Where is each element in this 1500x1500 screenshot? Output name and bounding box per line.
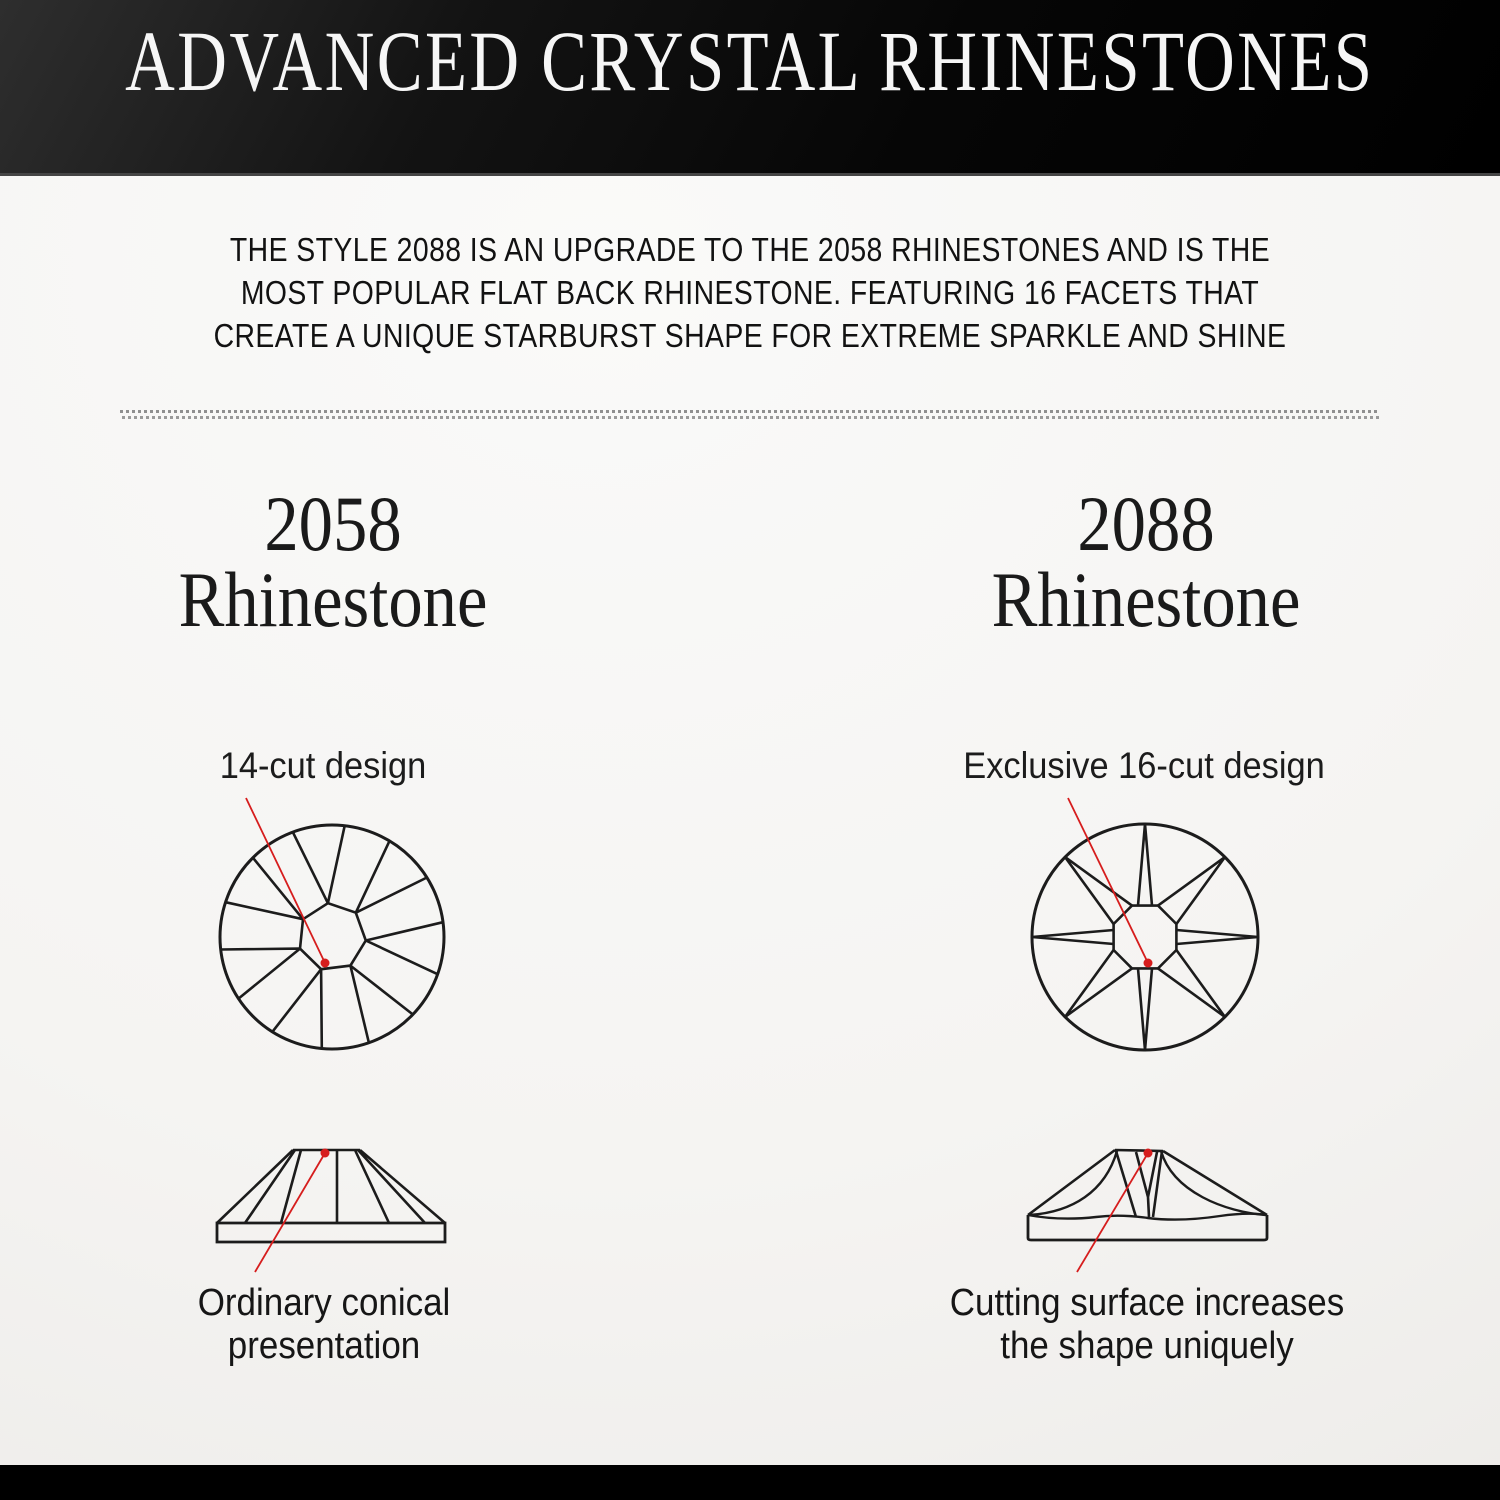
intro-line-1: THE STYLE 2088 IS AN UPGRADE TO THE 2058 RHINESTONES AND IS THE xyxy=(229,231,1271,268)
footer-bar xyxy=(0,1465,1500,1500)
model-type-2088: Rhinestone xyxy=(991,556,1301,643)
side-caption-2058-line-1: Ordinary conical xyxy=(197,1282,451,1324)
intro-line-2: MOST POPULAR FLAT BACK RHINESTONE. FEATURING 16 FACETS THAT xyxy=(240,274,1260,311)
star-v-facets xyxy=(1065,857,1225,1017)
center-octagon xyxy=(1114,906,1177,969)
side-caption-2088-line-2: the shape uniquely xyxy=(1000,1325,1294,1367)
model-number-2088: 2088 xyxy=(1077,480,1215,567)
top-view-diagram-2058 xyxy=(195,790,475,1070)
side-caption-2088-line-1: Cutting surface increases xyxy=(949,1282,1345,1324)
side-view-diagram-2058 xyxy=(195,1130,475,1282)
annotation-dot-2088-top xyxy=(1144,959,1153,968)
annotation-dot-2058-side xyxy=(321,1149,330,1158)
annotation-line-2058-top xyxy=(246,798,325,963)
side-view-diagram-2088 xyxy=(1000,1130,1300,1282)
cut-design-label-2058: 14-cut design xyxy=(219,745,427,786)
model-number-2058: 2058 xyxy=(264,480,402,567)
header-banner xyxy=(0,0,1500,176)
facet-lines xyxy=(221,826,443,1049)
side-caption-2088 xyxy=(908,1282,1386,1368)
intro-text xyxy=(105,228,1395,357)
side-caption-2058 xyxy=(85,1282,563,1368)
top-view-diagram-2088 xyxy=(1005,790,1285,1070)
cut-design-label-2088: Exclusive 16-cut design xyxy=(963,745,1325,786)
annotation-line-2088-top xyxy=(1068,798,1148,963)
annotation-dot-2058-top xyxy=(321,959,330,968)
model-type-2058: Rhinestone xyxy=(178,556,488,643)
heading-2058 xyxy=(113,480,553,643)
annotation-dot-2088-side xyxy=(1144,1149,1153,1158)
page-title: ADVANCED CRYSTAL RHINESTONES xyxy=(125,12,1375,109)
dotted-divider xyxy=(120,410,1380,419)
conical-profile xyxy=(217,1150,445,1223)
intro-line-3: CREATE A UNIQUE STARBURST SHAPE FOR EXTREME SPARKLE AND SHINE xyxy=(213,317,1287,354)
girdle-base xyxy=(217,1223,445,1242)
annotation-line-2058-side xyxy=(255,1153,325,1272)
heading-2088 xyxy=(926,480,1366,643)
center-heptagon xyxy=(300,903,366,969)
side-caption-2058-line-2: presentation xyxy=(227,1325,421,1367)
girdle-wave xyxy=(1028,1214,1267,1220)
